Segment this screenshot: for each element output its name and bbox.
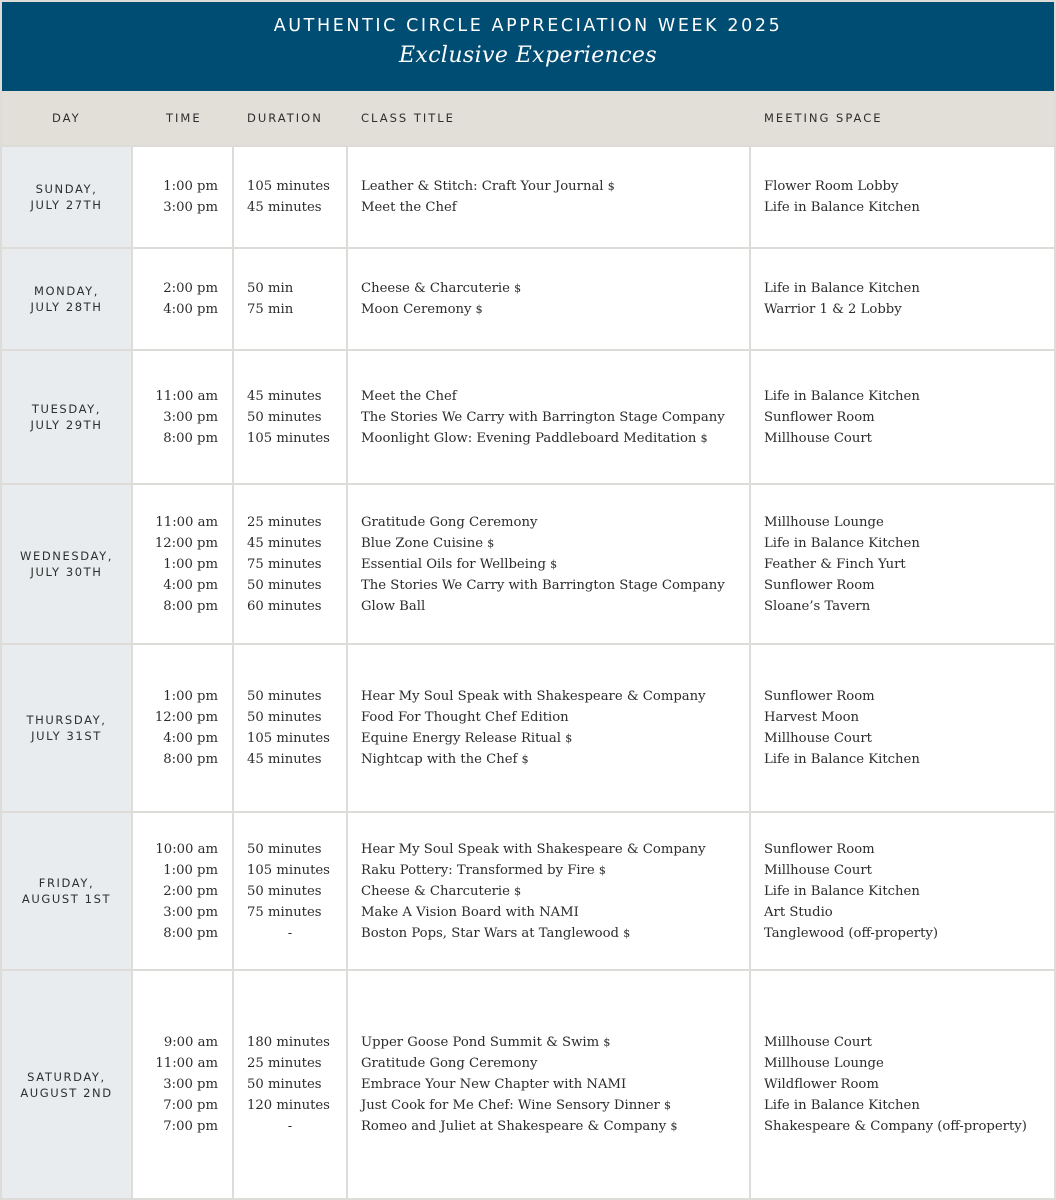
time-list xyxy=(163,176,218,218)
session-meeting-space: Life in Balance Kitchen xyxy=(764,883,920,899)
session-time: 8:00 pm xyxy=(163,598,218,614)
day-label-line: JULY 28TH xyxy=(30,300,103,314)
session-class xyxy=(361,428,725,449)
schedule-day-row xyxy=(2,249,1054,349)
paid-indicator: $ xyxy=(670,1120,678,1133)
session-meeting-space: Life in Balance Kitchen xyxy=(764,535,920,551)
duration-cell xyxy=(234,813,346,969)
class-title-cell xyxy=(348,249,749,349)
session-meeting-space: Sunflower Room xyxy=(764,841,875,857)
session-class-title: Embrace Your New Chapter with NAMI xyxy=(361,1077,627,1092)
day-label xyxy=(20,548,113,580)
session-duration: 60 minutes xyxy=(247,598,322,614)
session-duration: 25 minutes xyxy=(247,514,322,530)
session-time: 1:00 pm xyxy=(163,862,218,878)
day-label-line: SUNDAY, xyxy=(35,182,98,196)
session-time: 7:00 pm xyxy=(163,1098,218,1113)
session-class-title: Raku Pottery: Transformed by Fire xyxy=(361,862,595,878)
time-list xyxy=(155,839,218,944)
meeting-space-cell xyxy=(751,645,1054,811)
time-cell xyxy=(133,971,232,1198)
meeting-space-list xyxy=(764,176,920,218)
day-label-line: MONDAY, xyxy=(33,284,100,298)
time-cell xyxy=(133,813,232,969)
day-label xyxy=(26,712,106,744)
session-duration: 45 minutes xyxy=(247,388,322,404)
session-duration: 45 minutes xyxy=(247,200,322,215)
class-title-cell xyxy=(348,147,749,247)
day-label-line: FRIDAY, xyxy=(38,876,95,890)
class-title-list xyxy=(361,839,706,944)
session-class xyxy=(361,176,615,197)
session-meeting-space: Millhouse Court xyxy=(764,731,872,746)
row-divider xyxy=(2,811,1054,813)
session-meeting-space: Sunflower Room xyxy=(764,689,875,704)
paid-indicator: $ xyxy=(514,282,522,295)
session-class-title: Gratitude Gong Ceremony xyxy=(361,1056,538,1071)
session-class xyxy=(361,278,521,299)
row-divider xyxy=(2,247,1054,249)
schedule-day-row xyxy=(2,147,1054,247)
session-meeting-space: Life in Balance Kitchen xyxy=(764,281,920,296)
session-time: 8:00 pm xyxy=(163,925,218,941)
duration-list xyxy=(247,512,322,617)
session-class xyxy=(361,860,706,881)
session-class xyxy=(361,1095,677,1116)
paid-indicator: $ xyxy=(514,884,522,898)
session-meeting-space: Tanglewood (off-property) xyxy=(764,925,938,941)
session-class-title: The Stories We Carry with Barrington Stage Company xyxy=(361,577,725,593)
page-subtitle: Exclusive Experiences xyxy=(398,43,658,68)
day-label-line: JULY 29TH xyxy=(30,418,103,432)
session-time: 11:00 am xyxy=(155,388,218,404)
paid-indicator: $ xyxy=(664,1099,672,1112)
session-class xyxy=(361,923,706,944)
day-label-line: JULY 27TH xyxy=(30,198,103,212)
session-class-title: Nightcap with the Chef xyxy=(361,752,518,767)
session-meeting-space: Sunflower Room xyxy=(764,409,875,425)
session-duration: 105 minutes xyxy=(247,430,330,446)
session-time: 1:00 pm xyxy=(163,179,218,194)
paid-indicator: $ xyxy=(598,863,606,877)
session-time: 8:00 pm xyxy=(163,752,218,767)
session-class xyxy=(361,554,725,575)
meeting-space-list xyxy=(764,278,920,320)
schedule-day-row xyxy=(2,813,1054,969)
day-label-line: THURSDAY, xyxy=(26,713,107,727)
session-time: 11:00 am xyxy=(155,1056,218,1071)
time-list xyxy=(155,1032,218,1137)
class-title-list xyxy=(361,386,725,449)
page-title: AUTHENTIC CIRCLE APPRECIATION WEEK 2025 xyxy=(273,16,783,36)
duration-list xyxy=(247,1032,333,1137)
day-label-line: WEDNESDAY, xyxy=(20,549,113,563)
day-cell xyxy=(2,645,131,811)
paid-indicator: $ xyxy=(521,753,529,766)
day-cell xyxy=(2,351,131,483)
session-class-title: Food For Thought Chef Edition xyxy=(361,710,569,725)
session-class xyxy=(361,902,706,923)
schedule-day-row xyxy=(2,485,1054,643)
session-class-title: Hear My Soul Speak with Shakespeare & Company xyxy=(361,841,706,857)
column-divider xyxy=(232,145,234,1198)
row-divider xyxy=(2,145,1054,147)
paid-indicator: $ xyxy=(700,431,708,445)
class-title-cell xyxy=(348,971,749,1198)
session-duration: 45 minutes xyxy=(247,752,322,767)
session-meeting-space: Life in Balance Kitchen xyxy=(764,200,920,215)
session-duration: 180 minutes xyxy=(247,1035,330,1050)
session-duration: 45 minutes xyxy=(247,535,322,551)
paid-indicator: $ xyxy=(475,303,483,316)
session-time: 8:00 pm xyxy=(163,430,218,446)
class-title-list xyxy=(361,1032,677,1137)
meeting-space-list xyxy=(764,686,920,770)
session-class xyxy=(361,1032,677,1053)
session-time: 7:00 pm xyxy=(163,1119,218,1134)
session-duration: 25 minutes xyxy=(247,1056,322,1071)
session-duration: 75 minutes xyxy=(247,556,322,572)
column-divider xyxy=(749,145,751,1198)
day-label xyxy=(22,875,111,907)
class-title-list xyxy=(361,512,725,617)
session-class xyxy=(361,575,725,596)
session-duration: 50 minutes xyxy=(247,689,322,704)
session-class xyxy=(361,386,725,407)
row-divider xyxy=(2,483,1054,485)
session-meeting-space: Millhouse Court xyxy=(764,1035,872,1050)
class-title-cell xyxy=(348,485,749,643)
meeting-space-cell xyxy=(751,971,1054,1198)
column-divider xyxy=(346,145,348,1198)
session-duration: 50 minutes xyxy=(247,883,322,899)
session-class xyxy=(361,749,706,770)
session-time: 4:00 pm xyxy=(163,577,218,593)
session-class-title: Equine Energy Release Ritual xyxy=(361,731,561,746)
session-duration: 50 min xyxy=(247,281,294,296)
session-meeting-space: Harvest Moon xyxy=(764,710,860,725)
duration-list xyxy=(247,839,333,944)
class-title-list xyxy=(361,686,706,770)
session-meeting-space: Sunflower Room xyxy=(764,577,875,593)
session-class-title: Upper Goose Pond Summit & Swim xyxy=(361,1035,600,1050)
session-class-title: Essential Oils for Wellbeing xyxy=(361,556,546,572)
session-time: 4:00 pm xyxy=(163,731,218,746)
time-cell xyxy=(133,351,232,483)
duration-cell xyxy=(234,485,346,643)
session-class-title: Hear My Soul Speak with Shakespeare & Company xyxy=(361,689,706,704)
session-time: 2:00 pm xyxy=(163,281,218,296)
time-list xyxy=(155,512,218,617)
paid-indicator: $ xyxy=(550,557,558,571)
session-time: 3:00 pm xyxy=(163,409,218,425)
session-time: 3:00 pm xyxy=(163,1077,218,1092)
day-label-line: TUESDAY, xyxy=(31,402,102,416)
day-label-line: AUGUST 1ST xyxy=(21,892,112,906)
session-class-title: Cheese & Charcuterie xyxy=(361,883,510,899)
session-class xyxy=(361,299,521,320)
session-class xyxy=(361,686,706,707)
row-divider xyxy=(2,349,1054,351)
paid-indicator: $ xyxy=(487,536,495,550)
session-meeting-space: Feather & Finch Yurt xyxy=(764,556,906,572)
day-label-line: JULY 30TH xyxy=(30,565,103,579)
time-cell xyxy=(133,485,232,643)
session-class xyxy=(361,1074,677,1095)
schedule-page xyxy=(2,2,1054,1198)
session-meeting-space: Shakespeare & Company (off-property) xyxy=(764,1119,1027,1134)
paid-indicator: $ xyxy=(607,180,615,193)
class-title-cell xyxy=(348,813,749,969)
session-class-title: Moon Ceremony xyxy=(361,302,472,317)
schedule-day-row xyxy=(2,351,1054,483)
column-header-day: DAY xyxy=(52,111,81,125)
duration-cell xyxy=(234,971,346,1198)
session-time: 12:00 pm xyxy=(154,535,218,551)
day-label-line: AUGUST 2ND xyxy=(20,1085,113,1100)
duration-cell xyxy=(234,351,346,483)
session-time: 1:00 pm xyxy=(163,689,218,704)
row-divider xyxy=(2,969,1054,971)
duration-cell xyxy=(234,249,346,349)
class-title-list xyxy=(361,278,521,320)
meeting-space-list xyxy=(764,839,938,944)
session-duration: 50 minutes xyxy=(247,577,322,593)
session-duration: 50 minutes xyxy=(247,841,322,857)
session-class xyxy=(361,197,615,218)
session-meeting-space: Wildflower Room xyxy=(764,1077,879,1092)
session-meeting-space: Sloane’s Tavern xyxy=(764,598,871,614)
session-meeting-space: Millhouse Lounge xyxy=(764,514,884,530)
session-meeting-space: Art Studio xyxy=(764,904,833,920)
session-meeting-space: Millhouse Court xyxy=(764,862,872,878)
session-class xyxy=(361,533,725,554)
paid-indicator: $ xyxy=(565,732,573,745)
meeting-space-list xyxy=(764,1032,1027,1137)
session-class-title: Boston Pops, Star Wars at Tanglewood xyxy=(361,925,619,941)
session-meeting-space: Life in Balance Kitchen xyxy=(764,388,920,404)
session-class-title: Cheese & Charcuterie xyxy=(361,281,510,296)
session-class-title: Meet the Chef xyxy=(361,388,457,404)
session-duration: 75 minutes xyxy=(247,904,322,920)
time-cell xyxy=(133,147,232,247)
day-label-line: SATURDAY, xyxy=(27,1069,106,1084)
session-time: 11:00 am xyxy=(155,514,218,530)
session-meeting-space: Millhouse Lounge xyxy=(764,1056,884,1071)
session-class-title: The Stories We Carry with Barrington Stage Company xyxy=(361,409,725,425)
session-time: 2:00 pm xyxy=(163,883,218,899)
duration-list xyxy=(247,278,293,320)
time-list xyxy=(163,278,218,320)
session-duration: - xyxy=(287,925,293,941)
session-time: 9:00 am xyxy=(163,1035,218,1050)
column-header-time: TIME xyxy=(166,111,202,125)
session-class-title: Leather & Stitch: Craft Your Journal xyxy=(361,179,604,194)
session-class xyxy=(361,596,725,617)
column-header-row xyxy=(2,91,1054,145)
time-list xyxy=(155,686,218,770)
day-cell xyxy=(2,813,131,969)
duration-list xyxy=(247,176,330,218)
meeting-space-list xyxy=(764,386,920,449)
meeting-space-cell xyxy=(751,249,1054,349)
day-cell xyxy=(2,485,131,643)
session-time: 4:00 pm xyxy=(163,302,218,317)
session-class xyxy=(361,881,706,902)
session-class-title: Romeo and Juliet at Shakespeare & Company xyxy=(361,1119,667,1134)
day-label xyxy=(20,1069,112,1101)
day-label xyxy=(30,401,102,433)
day-label-line: JULY 31ST xyxy=(31,729,102,743)
paid-indicator: $ xyxy=(603,1036,611,1049)
session-duration: 75 min xyxy=(247,302,294,317)
time-cell xyxy=(133,645,232,811)
column-header-meeting-space: MEETING SPACE xyxy=(764,111,883,125)
meeting-space-cell xyxy=(751,813,1054,969)
meeting-space-cell xyxy=(751,485,1054,643)
session-class xyxy=(361,728,706,749)
session-class-title: Meet the Chef xyxy=(361,200,457,215)
paid-indicator: $ xyxy=(623,926,631,940)
title-banner xyxy=(2,2,1054,91)
session-class xyxy=(361,512,725,533)
column-header-class-title: CLASS TITLE xyxy=(361,111,455,125)
session-duration: 105 minutes xyxy=(247,862,330,878)
class-title-cell xyxy=(348,351,749,483)
session-class-title: Make A Vision Board with NAMI xyxy=(361,904,579,920)
meeting-space-cell xyxy=(751,147,1054,247)
session-time: 12:00 pm xyxy=(154,710,218,725)
class-title-cell xyxy=(348,645,749,811)
session-time: 10:00 am xyxy=(155,841,218,857)
session-meeting-space: Warrior 1 & 2 Lobby xyxy=(764,302,902,317)
day-cell xyxy=(2,249,131,349)
session-meeting-space: Life in Balance Kitchen xyxy=(764,1098,920,1113)
session-meeting-space: Flower Room Lobby xyxy=(764,179,899,194)
row-divider xyxy=(2,643,1054,645)
day-cell xyxy=(2,971,131,1198)
session-class-title: Just Cook for Me Chef: Wine Sensory Dinner xyxy=(361,1098,660,1113)
session-time: 3:00 pm xyxy=(163,904,218,920)
column-header-duration: DURATION xyxy=(247,111,323,125)
duration-cell xyxy=(234,645,346,811)
meeting-space-cell xyxy=(751,351,1054,483)
session-class-title: Moonlight Glow: Evening Paddleboard Meditation xyxy=(361,430,697,446)
session-class xyxy=(361,707,706,728)
session-duration: 120 minutes xyxy=(247,1098,330,1113)
session-duration: 50 minutes xyxy=(247,710,322,725)
session-class xyxy=(361,407,725,428)
session-class xyxy=(361,839,706,860)
session-meeting-space: Millhouse Court xyxy=(764,430,872,446)
class-title-list xyxy=(361,176,615,218)
session-duration: 105 minutes xyxy=(247,179,330,194)
schedule-day-row xyxy=(2,971,1054,1198)
schedule-day-row xyxy=(2,645,1054,811)
day-label xyxy=(30,181,102,213)
session-duration: 50 minutes xyxy=(247,1077,322,1092)
session-meeting-space: Life in Balance Kitchen xyxy=(764,752,920,767)
session-class-title: Gratitude Gong Ceremony xyxy=(361,514,538,530)
meeting-space-list xyxy=(764,512,920,617)
session-duration: 105 minutes xyxy=(247,731,330,746)
duration-list xyxy=(247,686,330,770)
session-class-title: Glow Ball xyxy=(361,598,426,614)
time-cell xyxy=(133,249,232,349)
session-class-title: Blue Zone Cuisine xyxy=(361,535,484,551)
session-duration: 50 minutes xyxy=(247,409,322,425)
session-class xyxy=(361,1053,677,1074)
time-list xyxy=(155,386,218,449)
duration-cell xyxy=(234,147,346,247)
session-time: 3:00 pm xyxy=(163,200,218,215)
session-class xyxy=(361,1116,677,1137)
duration-list xyxy=(247,386,330,449)
session-time: 1:00 pm xyxy=(163,556,218,572)
column-divider xyxy=(131,145,133,1198)
day-cell xyxy=(2,147,131,247)
session-duration: - xyxy=(287,1119,293,1134)
day-label xyxy=(30,283,102,315)
